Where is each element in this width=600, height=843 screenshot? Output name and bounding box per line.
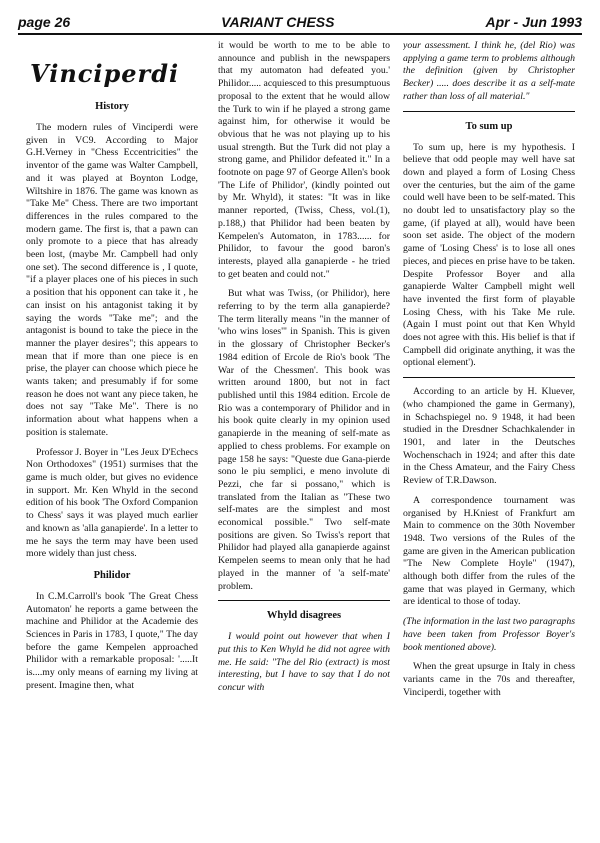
section-heading-history: History [95,101,129,112]
paragraph: The modern rules of Vinciperdi were given in VC9. According to Major G.H.Verney in "Chess Eccentricities" the inventor of the game was Walter Campbell, and it was played at Boynton Lodge, Wiltshire in 1876. The game was known as "Take Me" Chess. There are two important differences in the rules compared to the modern game. The first is, that a pawn can only promote to a piece that has already been lost, (maybe Mr. Campbell had only one set). The second difference is , I quote, "if a player places one of his pieces in such a position that his opponent can take it , he can insist on his antagonist taking it by saying the words "Take me"; and the antagonist is bound to take the piece in the manner the player desires"; this appears to mean that if more than one piece is en prise, the player can choose which piece he wants taken; and presumably if for some reason he does not want any piece taken, he does not say "Take Me". There is no information about what happens when a position is stalemate. [26,122,198,438]
divider [403,111,575,112]
column-2 [218,40,390,835]
divider [403,377,575,378]
paragraph: I would point out however that when I put this to Ken Whyld he did not agree with me. He said: "The del Rio (extract) is most interesting, but I have to say that I do not concur with [218,631,390,694]
paragraph: When the great upsurge in Italy in chess variants came in the 70s and thereafter, Vinciperdi, together with [403,661,575,698]
paragraph: A correspondence tournament was organised by H.Kniest of Frankfurt am Main to commence on the 30th November 1948. Two versions of the Rules of the game are given in the American publication "The New Complete Hoyle" (1947), although both differ from the rules of the game that was played in Germany, which are identical to those of today. [403,494,575,608]
paragraph: In C.M.Carroll's book 'The Great Chess Automaton' he reports a game between the machine and Philidor at the Academie des Sciences in Paris in 1783, I quote," The day before the game Kempelen approached Philidor with a remarkable proposal: '.....It is....my only means of earning my living at present. Imagine then, what [26,590,198,691]
article-title: Vinciperdi [30,59,180,88]
column-1 [26,40,198,835]
page-header [18,10,582,35]
section-heading-sum-up: To sum up [465,120,513,132]
paragraph: To sum up, here is my hypothesis. I believe that odd people may well have sat down and played a form of Losing Chess over the centuries, but the aim of the game could well have been to be self-mated. This no doubt led to unsatisfactory play so the game, (if played at all), would have been soon set aside. The object of the modern game of 'Losing Chess' is to lose all ones pieces, and pieces en prise have to be taken. Despite Professor Boyer and alla ganapierde Walter Campbell might well have invented the first form of playable Losing Chess, with his Take Me rule. (Again I must point out that Ken Whyld does not agree with this. His belief is that if Campbell did originate anything, it was the optional element'). [403,141,575,369]
paragraph: But what was Twiss, (or Philidor), here referring to by the term alla ganapierde? The term literally means "in the manner of 'who wins loses'" in Spanish. This is given in the glossary of Christopher Becker's 1984 edition of Ercole de Rio's book 'The War of the Chessmen'. This book was written around 1800, but not in fact published until this 1984 edition. Ercole de Rio was a contemporary of Philidor and in his book quite clearly in my opinion used ganapierde in the meaning of self-mate as applied to chess problems. For example on page 158 he says: "Queste due Gana-pierde sono le piu semplici, e meno involute di Pezzi, che far si possano," which is translated from the Italian as "These two self-mates are the simplest and most economical possible." Two self-mate positions are given. So Twiss's report that Philidor had played alla ganapierde against Kempelen seems to mean only that he had played in the manner of 'a self-mate' problem. [218,288,390,592]
paragraph: it would be worth to me to be able to announce and publish in the newspapers that my automaton had defeated you.' Philidor..... acquiesced to this presumptuous proposal to the extent that he would allow the Turk to win if he played a strong game against him, for otherwise it would be obvious that he was not playing up to his usual strength. But the Turk did not play a strong game, and Philidor defeated it." In a footnote on page 97 of George Allen's book 'The Life of Philidor', (kindly pointed out by Mr. Whyld), it states: "It was in like manner reported, (Twiss, Chess, vol.(1), p.188,) that Philidor had been beaten by Kempelen's Automaton, in 1783...... for Philidor, to favour the good baron's interests, played alla ganapierde - he tried to get beaten and could not." [218,40,390,280]
journal-title: VARIANT CHESS [221,14,335,30]
paragraph: According to an article by H. Kluever, (who championed the game in Germany), in Schachspiegel no. 9 1948, it had been studied in the Dresdner Schachkalender in 1901, and later in the Deutsches Wochenschach in 1924; and after this date in the Chess Amateur, and the Fairy Chess Review of T.R.Dawson. [403,386,575,487]
page-number: page 26 [18,14,71,30]
section-heading-philidor: Philidor [93,569,131,581]
paragraph: (The information in the last two paragraphs have been taken from Professor Boyer's book mentioned above). [403,616,575,653]
section-heading-whyld: Whyld disagrees [266,610,342,622]
paragraph: Professor J. Boyer in "Les Jeux D'Echecs Non Orthodoxes" (1951) surmises that the game is much older, but gives no evidence in support. Mr. Ken Whyld in the second edition of his book 'The Oxford Companion to Chess' says it was played much earlier and known as 'alla ganapierde'. In a letter to me he says the term may have been used more widely than just chess. [26,446,198,560]
column-3 [403,40,575,835]
paragraph: your assessment. I think he, (del Rio) was applying a game term to problems although the definition (given by Christopher Becker) ..... does describe it as a self-mate rather than loss of all material." [403,40,575,102]
issue-date: Apr - Jun 1993 [485,14,582,30]
divider [218,600,390,601]
